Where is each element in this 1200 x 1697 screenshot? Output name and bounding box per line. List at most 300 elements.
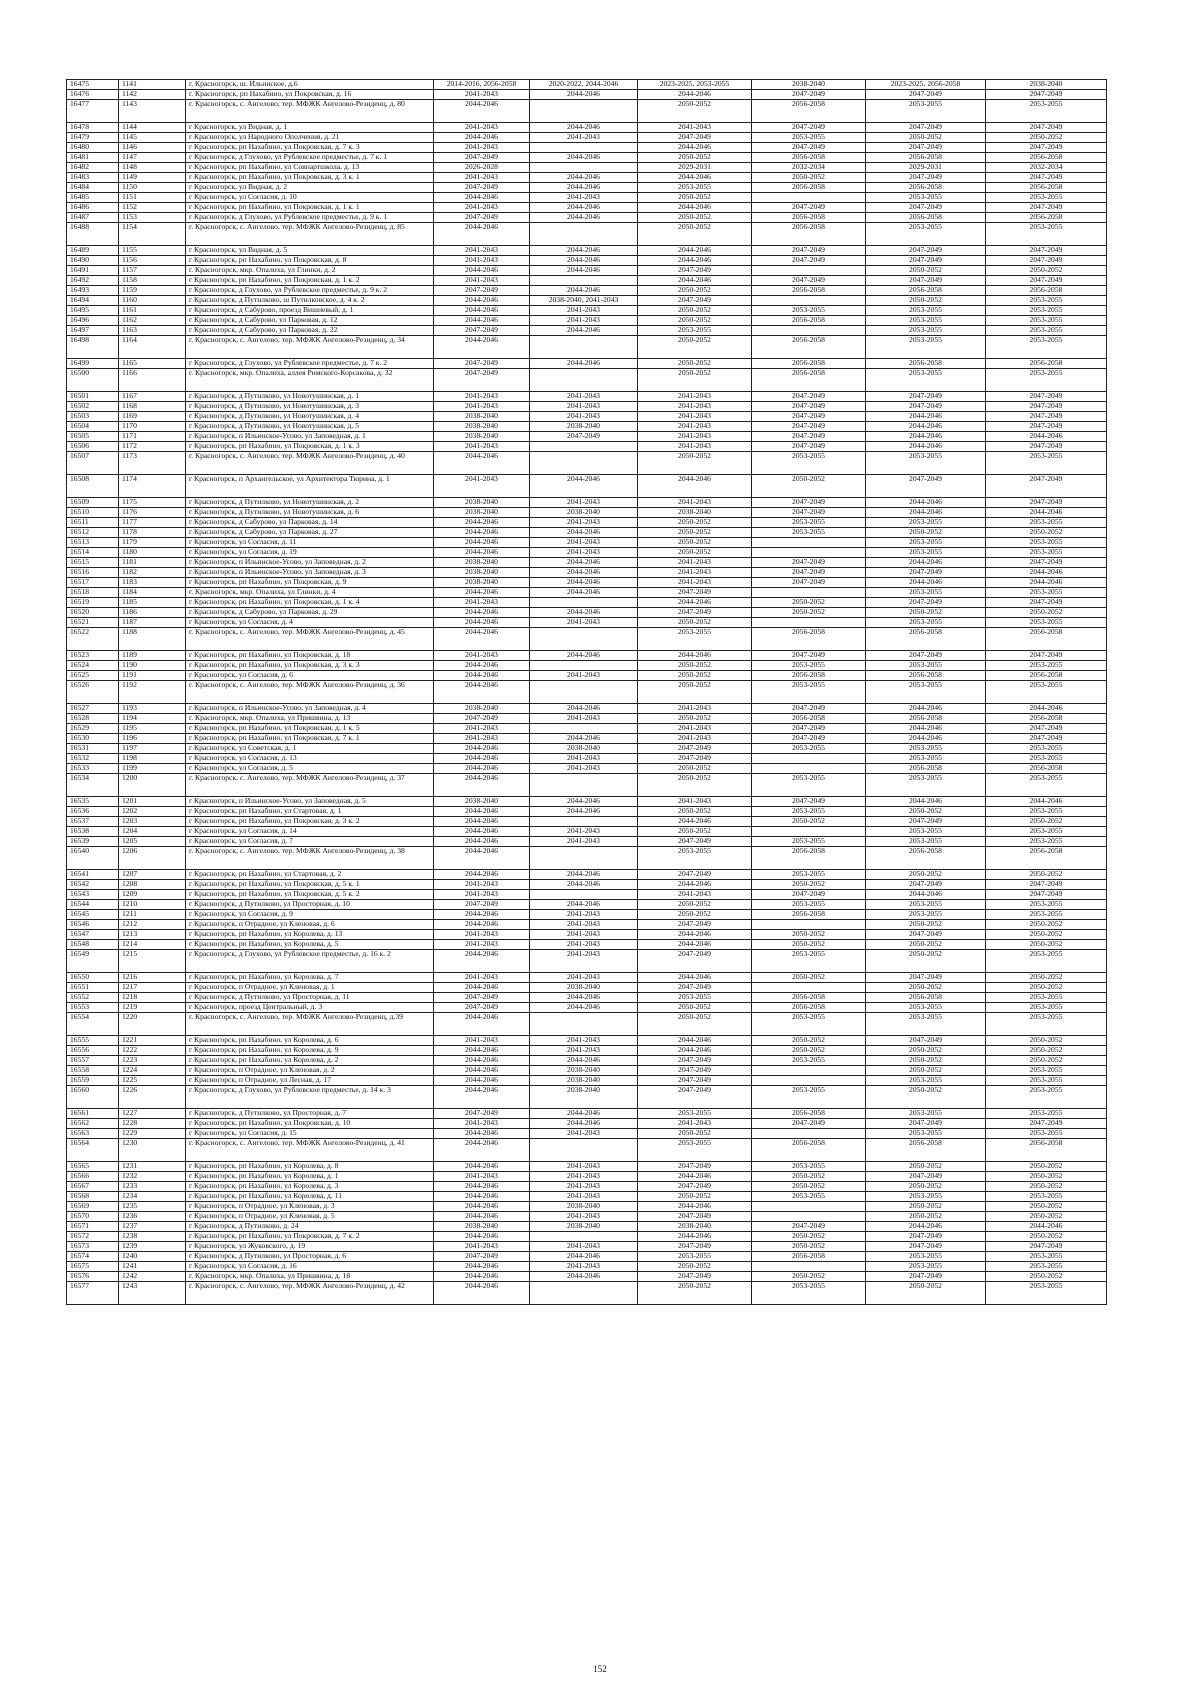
object-id-cell: 1219: [119, 1003, 186, 1013]
table-row: [67, 983, 1107, 993]
period-cell-1: 2044-2046: [434, 193, 530, 203]
period-cell-4: 2053-2055: [752, 1162, 866, 1172]
table-row: [67, 1182, 1107, 1192]
row-number-cell: 16526: [67, 681, 119, 704]
period-cell-1: 2044-2046: [434, 1139, 530, 1162]
table-row: [67, 1056, 1107, 1066]
period-cell-3: 2041-2043: [638, 442, 752, 452]
object-id-cell: 1218: [119, 993, 186, 1003]
table-row: [67, 402, 1107, 412]
period-cell-1: 2041-2043: [434, 930, 530, 940]
row-number-cell: 16479: [67, 133, 119, 143]
period-cell-4: 2053-2055: [752, 306, 866, 316]
period-cell-2: 2044-2046: [530, 651, 638, 661]
period-cell-2: 2044-2046: [530, 123, 638, 133]
object-id-cell: 1231: [119, 1162, 186, 1172]
period-cell-2: 2044-2046: [530, 1119, 638, 1129]
period-cell-6: 2044-2046: [986, 432, 1107, 442]
row-number-cell: 16570: [67, 1212, 119, 1222]
period-cell-5: 2044-2046: [866, 734, 986, 744]
row-number-cell: 16493: [67, 286, 119, 296]
period-cell-4: [752, 1129, 866, 1139]
period-cell-4: 2050-2052: [752, 173, 866, 183]
object-id-cell: 1224: [119, 1066, 186, 1076]
address-cell: г. Красногорск, с. Ангелово, тер. МФЖК Ангелово-Резиденц, д. 45: [186, 628, 434, 651]
table-row: [67, 1129, 1107, 1139]
period-cell-2: 2038-2040: [530, 1066, 638, 1076]
period-cell-3: 2050-2052: [638, 1003, 752, 1013]
period-cell-6: 2044-2046: [986, 508, 1107, 518]
period-cell-2: 2041-2043: [530, 1046, 638, 1056]
address-cell: г Красногорск, д Сабурово, ул Парковая, д. 27: [186, 528, 434, 538]
object-id-cell: 1214: [119, 940, 186, 950]
row-number-cell: 16517: [67, 578, 119, 588]
address-cell: г Красногорск, д Сабурово, ул Парковая, д. 29: [186, 608, 434, 618]
object-id-cell: 1150: [119, 183, 186, 193]
period-cell-2: [530, 1139, 638, 1162]
period-cell-3: 2044-2046: [638, 1036, 752, 1046]
object-id-cell: 1155: [119, 246, 186, 256]
period-cell-6: 2053-2055: [986, 548, 1107, 558]
row-number-cell: 16552: [67, 993, 119, 1003]
object-id-cell: 1199: [119, 764, 186, 774]
table-row: [67, 1076, 1107, 1086]
row-number-cell: 16513: [67, 538, 119, 548]
object-id-cell: 1145: [119, 133, 186, 143]
period-cell-4: 2053-2055: [752, 950, 866, 973]
table-row: [67, 193, 1107, 203]
period-cell-3: 2038-2040: [638, 1222, 752, 1232]
period-cell-3: 2047-2049: [638, 870, 752, 880]
period-cell-2: 2041-2043: [530, 316, 638, 326]
table-row: [67, 880, 1107, 890]
row-number-cell: 16489: [67, 246, 119, 256]
object-id-cell: 1157: [119, 266, 186, 276]
period-cell-6: 2053-2055: [986, 837, 1107, 847]
period-cell-5: 2047-2049: [866, 246, 986, 256]
period-cell-4: 2053-2055: [752, 518, 866, 528]
period-cell-2: 2041-2043: [530, 518, 638, 528]
period-cell-2: 2041-2043: [530, 133, 638, 143]
period-cell-1: 2038-2040: [434, 432, 530, 442]
period-cell-4: [752, 827, 866, 837]
period-cell-4: 2032-2034: [752, 163, 866, 173]
period-cell-4: 2056-2058: [752, 910, 866, 920]
period-cell-2: 2041-2043: [530, 973, 638, 983]
table-row: [67, 359, 1107, 369]
period-cell-3: 2047-2049: [638, 754, 752, 764]
period-cell-6: 2053-2055: [986, 618, 1107, 628]
period-cell-6: 2047-2049: [986, 442, 1107, 452]
period-cell-2: 2044-2046: [530, 734, 638, 744]
table-row: [67, 173, 1107, 183]
period-cell-4: [752, 296, 866, 306]
period-cell-1: 2038-2040: [434, 508, 530, 518]
period-cell-5: 2047-2049: [866, 1172, 986, 1182]
address-cell: г Красногорск, д Путилково, ул Просторная, д. 6: [186, 1252, 434, 1262]
period-cell-5: 2047-2049: [866, 598, 986, 608]
period-cell-3: 2047-2049: [638, 1076, 752, 1086]
period-cell-5: 2053-2055: [866, 661, 986, 671]
period-cell-2: 2038-2040: [530, 508, 638, 518]
period-cell-2: [530, 442, 638, 452]
period-cell-1: 2044-2046: [434, 661, 530, 671]
table-row: [67, 518, 1107, 528]
address-cell: г Красногорск, рп Нахабино, ул Покровская, д. 10: [186, 1119, 434, 1129]
object-id-cell: 1172: [119, 442, 186, 452]
row-number-cell: 16514: [67, 548, 119, 558]
address-cell: г Красногорск, д Глухово, ул Рублевское предместье, д. 9 к. 1: [186, 213, 434, 223]
period-cell-2: 2044-2046: [530, 256, 638, 266]
period-cell-3: 2047-2049: [638, 608, 752, 618]
period-cell-3: 2050-2052: [638, 671, 752, 681]
period-cell-5: 2056-2058: [866, 286, 986, 296]
table-row: [67, 671, 1107, 681]
period-cell-3: 2044-2046: [638, 1172, 752, 1182]
period-cell-5: 2050-2052: [866, 950, 986, 973]
period-cell-3: 2044-2046: [638, 940, 752, 950]
period-cell-4: 2053-2055: [752, 1056, 866, 1066]
address-cell: г Красногорск, д Путилково, ул Новотушинская, д. 2: [186, 498, 434, 508]
period-cell-2: [530, 100, 638, 123]
period-cell-3: 2044-2046: [638, 1232, 752, 1242]
object-id-cell: 1204: [119, 827, 186, 837]
table-row: [67, 1139, 1107, 1162]
period-cell-4: 2053-2055: [752, 528, 866, 538]
period-cell-6: 2056-2058: [986, 1139, 1107, 1162]
period-cell-1: 2044-2046: [434, 1066, 530, 1076]
row-number-cell: 16525: [67, 671, 119, 681]
period-cell-3: 2047-2049: [638, 133, 752, 143]
period-cell-4: 2047-2049: [752, 704, 866, 714]
address-cell: г. Красногорск, с. Ангелово, тер. МФЖК Ангелово-Резиденц, д. 85: [186, 223, 434, 246]
address-cell: г Красногорск, д Путилково, ул Просторная, д. 7: [186, 1109, 434, 1119]
period-cell-6: 2053-2055: [986, 223, 1107, 246]
object-id-cell: 1156: [119, 256, 186, 266]
period-cell-6: 2053-2055: [986, 900, 1107, 910]
period-cell-4: 2050-2052: [752, 1172, 866, 1182]
object-id-cell: 1182: [119, 568, 186, 578]
period-cell-6: 2047-2049: [986, 475, 1107, 498]
address-cell: г. Красногорск, ш. Ильинское, д.6: [186, 80, 434, 90]
period-cell-2: [530, 336, 638, 359]
period-cell-4: 2056-2058: [752, 286, 866, 296]
period-cell-4: 2047-2049: [752, 90, 866, 100]
table-row: [67, 213, 1107, 223]
address-cell: г Красногорск, п Отрадное, ул Кленовая, д. 2: [186, 1066, 434, 1076]
period-cell-2: 2038-2040: [530, 1202, 638, 1212]
row-number-cell: 16507: [67, 452, 119, 475]
address-cell: г Красногорск, ул Видная, д. 1: [186, 123, 434, 133]
row-number-cell: 16478: [67, 123, 119, 133]
period-cell-5: 2053-2055: [866, 1252, 986, 1262]
row-number-cell: 16477: [67, 100, 119, 123]
address-cell: г. Красногорск, с. Ангелово, тер. МФЖК Ангелово-Резиденц, д. 41: [186, 1139, 434, 1162]
period-cell-2: [530, 143, 638, 153]
period-cell-6: 2050-2052: [986, 983, 1107, 993]
address-cell: г Красногорск, рп Нахабино, ул Королева, д. 1: [186, 1172, 434, 1182]
object-id-cell: 1203: [119, 817, 186, 827]
period-cell-3: 2053-2055: [638, 628, 752, 651]
row-number-cell: 16516: [67, 568, 119, 578]
period-cell-1: 2044-2046: [434, 827, 530, 837]
period-cell-2: 2041-2043: [530, 950, 638, 973]
period-cell-6: 2050-2052: [986, 1036, 1107, 1046]
period-cell-4: [752, 920, 866, 930]
period-cell-5: 2053-2055: [866, 306, 986, 316]
address-cell: г. Красногорск, с. Ангелово, тер. МФЖК Ангелово-Резиденц, д. 42: [186, 1282, 434, 1305]
table-row: [67, 1252, 1107, 1262]
period-cell-5: 2050-2052: [866, 1212, 986, 1222]
period-cell-5: 2050-2052: [866, 266, 986, 276]
address-cell: г Красногорск, ул Согласия, д. 15: [186, 1129, 434, 1139]
object-id-cell: 1232: [119, 1172, 186, 1182]
period-cell-4: 2053-2055: [752, 661, 866, 671]
period-cell-4: 2056-2058: [752, 316, 866, 326]
row-number-cell: 16480: [67, 143, 119, 153]
table-row: [67, 276, 1107, 286]
period-cell-3: 2050-2052: [638, 910, 752, 920]
period-cell-1: 2041-2043: [434, 203, 530, 213]
period-cell-3: 2041-2043: [638, 422, 752, 432]
object-id-cell: 1186: [119, 608, 186, 618]
row-number-cell: 16537: [67, 817, 119, 827]
period-cell-1: 2044-2046: [434, 336, 530, 359]
row-number-cell: 16571: [67, 1222, 119, 1232]
period-cell-6: 2047-2049: [986, 1119, 1107, 1129]
row-number-cell: 16533: [67, 764, 119, 774]
period-cell-1: 2044-2046: [434, 1282, 530, 1305]
object-id-cell: 1175: [119, 498, 186, 508]
row-number-cell: 16522: [67, 628, 119, 651]
address-cell: г Красногорск, д Путилково, ул Просторная, д. 11: [186, 993, 434, 1003]
address-cell: г Красногорск, рп Нахабино, ул Королева, д. 5: [186, 940, 434, 950]
row-number-cell: 16492: [67, 276, 119, 286]
object-id-cell: 1149: [119, 173, 186, 183]
period-cell-2: 2044-2046: [530, 183, 638, 193]
row-number-cell: 16536: [67, 807, 119, 817]
period-cell-6: 2053-2055: [986, 369, 1107, 392]
period-cell-1: 2038-2040: [434, 422, 530, 432]
address-cell: г Красногорск, д Путилково, ш Путилковское, д. 4 к. 2: [186, 296, 434, 306]
period-cell-5: 2053-2055: [866, 369, 986, 392]
row-number-cell: 16529: [67, 724, 119, 734]
period-cell-5: 2044-2046: [866, 508, 986, 518]
object-id-cell: 1189: [119, 651, 186, 661]
period-cell-3: 2047-2049: [638, 1212, 752, 1222]
row-number-cell: 16542: [67, 880, 119, 890]
period-cell-2: [530, 369, 638, 392]
row-number-cell: 16572: [67, 1232, 119, 1242]
object-id-cell: 1242: [119, 1272, 186, 1282]
address-cell: г Красногорск, ул Согласия, д. 5: [186, 764, 434, 774]
row-number-cell: 16568: [67, 1192, 119, 1202]
table-row: [67, 1282, 1107, 1305]
object-id-cell: 1177: [119, 518, 186, 528]
object-id-cell: 1152: [119, 203, 186, 213]
period-cell-3: 2050-2052: [638, 223, 752, 246]
address-cell: г Красногорск, рп Нахабино, ул Покровская, д. 5 к. 1: [186, 880, 434, 890]
period-cell-3: 2041-2043: [638, 797, 752, 807]
period-cell-2: [530, 890, 638, 900]
address-cell: г Красногорск, рп Нахабино, ул Королева, д. 3: [186, 1182, 434, 1192]
object-id-cell: 1220: [119, 1013, 186, 1036]
period-cell-4: 2047-2049: [752, 558, 866, 568]
object-id-cell: 1183: [119, 578, 186, 588]
period-cell-5: 2050-2052: [866, 133, 986, 143]
period-cell-1: 2014-2016, 2056-2058: [434, 80, 530, 90]
period-cell-6: 2047-2049: [986, 558, 1107, 568]
period-cell-6: 2053-2055: [986, 326, 1107, 336]
period-cell-5: 2047-2049: [866, 475, 986, 498]
period-cell-6: 2053-2055: [986, 1066, 1107, 1076]
row-number-cell: 16553: [67, 1003, 119, 1013]
table-row: [67, 608, 1107, 618]
schedule-table: [66, 79, 1107, 1305]
period-cell-6: 2053-2055: [986, 1262, 1107, 1272]
row-number-cell: 16574: [67, 1252, 119, 1262]
table-row: [67, 1232, 1107, 1242]
period-cell-1: 2044-2046: [434, 837, 530, 847]
period-cell-1: 2044-2046: [434, 1182, 530, 1192]
period-cell-6: 2050-2052: [986, 973, 1107, 983]
period-cell-1: 2047-2049: [434, 286, 530, 296]
object-id-cell: 1241: [119, 1262, 186, 1272]
table-row: [67, 306, 1107, 316]
period-cell-3: 2041-2043: [638, 704, 752, 714]
period-cell-6: 2056-2058: [986, 764, 1107, 774]
row-number-cell: 16496: [67, 316, 119, 326]
period-cell-6: 2050-2052: [986, 930, 1107, 940]
period-cell-4: 2050-2052: [752, 608, 866, 618]
table-row: [67, 661, 1107, 671]
period-cell-4: 2047-2049: [752, 508, 866, 518]
row-number-cell: 16482: [67, 163, 119, 173]
period-cell-6: 2050-2052: [986, 1212, 1107, 1222]
period-cell-2: 2047-2049: [530, 432, 638, 442]
period-cell-2: 2041-2043: [530, 1182, 638, 1192]
address-cell: г Красногорск, рп Нахабино, ул Покровская, д. 1 к. 4: [186, 598, 434, 608]
object-id-cell: 1237: [119, 1222, 186, 1232]
table-row: [67, 392, 1107, 402]
period-cell-4: [752, 266, 866, 276]
period-cell-4: 2056-2058: [752, 359, 866, 369]
period-cell-6: 2053-2055: [986, 336, 1107, 359]
period-cell-2: [530, 598, 638, 608]
period-cell-6: 2047-2049: [986, 598, 1107, 608]
period-cell-2: 2020-2022, 2044-2046: [530, 80, 638, 90]
object-id-cell: 1198: [119, 754, 186, 764]
table-row: [67, 422, 1107, 432]
period-cell-3: 2050-2052: [638, 528, 752, 538]
period-cell-6: 2047-2049: [986, 734, 1107, 744]
address-cell: г Красногорск, д Путилково, ул Новотушинская, д. 5: [186, 422, 434, 432]
period-cell-3: 2047-2049: [638, 1272, 752, 1282]
period-cell-1: 2041-2043: [434, 973, 530, 983]
address-cell: г Красногорск, д Глухово, ул Рублевское предместье, д. 16 к. 2: [186, 950, 434, 973]
period-cell-5: 2047-2049: [866, 1272, 986, 1282]
period-cell-6: 2050-2052: [986, 817, 1107, 827]
address-cell: г. Красногорск, мкр. Опалиха, ул Пришвина, д. 13: [186, 714, 434, 724]
address-cell: г Красногорск, д Путилково, ул Новотушинская, д. 6: [186, 508, 434, 518]
row-number-cell: 16490: [67, 256, 119, 266]
period-cell-6: 2053-2055: [986, 1013, 1107, 1036]
row-number-cell: 16545: [67, 910, 119, 920]
period-cell-2: [530, 163, 638, 173]
object-id-cell: 1233: [119, 1182, 186, 1192]
object-id-cell: 1221: [119, 1036, 186, 1046]
period-cell-3: 2047-2049: [638, 1242, 752, 1252]
period-cell-2: 2041-2043: [530, 193, 638, 203]
period-cell-3: 2050-2052: [638, 661, 752, 671]
row-number-cell: 16548: [67, 940, 119, 950]
period-cell-3: 2044-2046: [638, 203, 752, 213]
period-cell-4: 2053-2055: [752, 452, 866, 475]
period-cell-4: 2038-2040: [752, 80, 866, 90]
object-id-cell: 1195: [119, 724, 186, 734]
row-number-cell: 16564: [67, 1139, 119, 1162]
period-cell-3: 2044-2046: [638, 90, 752, 100]
period-cell-2: 2044-2046: [530, 578, 638, 588]
period-cell-5: 2047-2049: [866, 1119, 986, 1129]
period-cell-6: 2047-2049: [986, 498, 1107, 508]
period-cell-5: 2050-2052: [866, 1282, 986, 1305]
address-cell: г Красногорск, рп Нахабино, ул Королева, д. 2: [186, 1056, 434, 1066]
period-cell-5: 2053-2055: [866, 910, 986, 920]
period-cell-4: 2053-2055: [752, 1282, 866, 1305]
period-cell-4: 2056-2058: [752, 1109, 866, 1119]
table-row: [67, 827, 1107, 837]
period-cell-5: 2044-2046: [866, 1222, 986, 1232]
period-cell-5: 2050-2052: [866, 1202, 986, 1212]
object-id-cell: 1178: [119, 528, 186, 538]
period-cell-2: 2041-2043: [530, 392, 638, 402]
period-cell-4: 2050-2052: [752, 1036, 866, 1046]
period-cell-4: 2050-2052: [752, 940, 866, 950]
period-cell-1: 2044-2046: [434, 983, 530, 993]
period-cell-5: 2044-2046: [866, 890, 986, 900]
address-cell: г Красногорск, п Отрадное, ул Лесная, д. 17: [186, 1076, 434, 1086]
period-cell-5: 2047-2049: [866, 880, 986, 890]
object-id-cell: 1228: [119, 1119, 186, 1129]
period-cell-1: 2044-2046: [434, 920, 530, 930]
period-cell-1: 2041-2043: [434, 1242, 530, 1252]
object-id-cell: 1196: [119, 734, 186, 744]
period-cell-6: 2047-2049: [986, 173, 1107, 183]
address-cell: г Красногорск, рп Нахабино, ул Покровская, д. 1 к. 1: [186, 203, 434, 213]
period-cell-6: 2050-2052: [986, 1046, 1107, 1056]
period-cell-1: 2044-2046: [434, 847, 530, 870]
address-cell: г. Красногорск, мкр. Опалиха, ул Глинки, д. 2: [186, 266, 434, 276]
period-cell-6: 2050-2052: [986, 1232, 1107, 1242]
object-id-cell: 1144: [119, 123, 186, 133]
row-number-cell: 16567: [67, 1182, 119, 1192]
period-cell-4: [752, 326, 866, 336]
table-row: [67, 940, 1107, 950]
row-number-cell: 16483: [67, 173, 119, 183]
object-id-cell: 1142: [119, 90, 186, 100]
period-cell-2: 2044-2046: [530, 704, 638, 714]
period-cell-3: 2050-2052: [638, 681, 752, 704]
address-cell: г Красногорск, д Путилково, ул Просторная, д. 10: [186, 900, 434, 910]
row-number-cell: 16561: [67, 1109, 119, 1119]
period-cell-4: [752, 588, 866, 598]
table-row: [67, 618, 1107, 628]
address-cell: г Красногорск, проезд Центральный, д. 3: [186, 1003, 434, 1013]
object-id-cell: 1147: [119, 153, 186, 163]
object-id-cell: 1153: [119, 213, 186, 223]
period-cell-2: 2044-2046: [530, 246, 638, 256]
